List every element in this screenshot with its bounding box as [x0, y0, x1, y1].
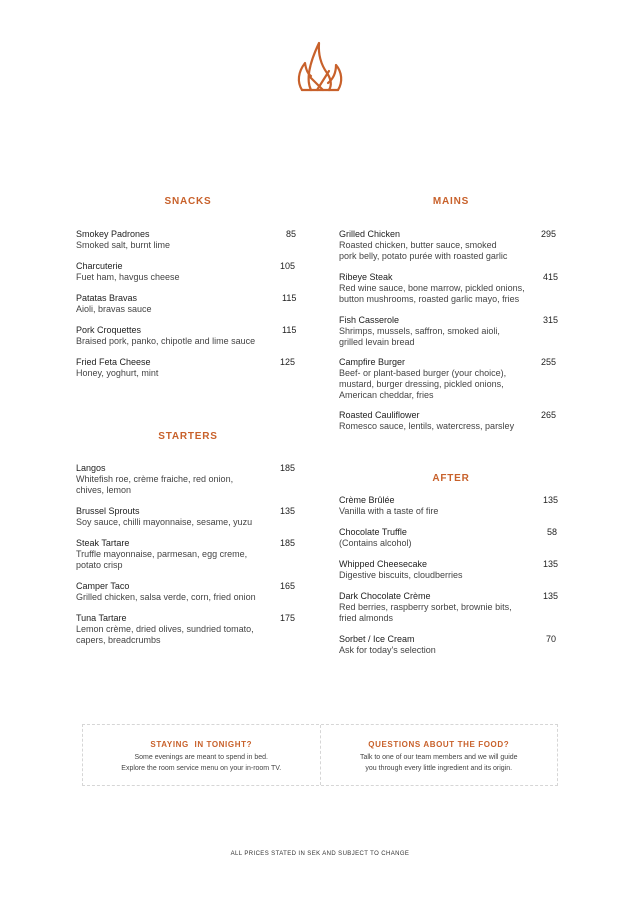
item-name: Whipped Cheesecake: [339, 559, 428, 569]
item-description: Red wine sauce, bone marrow, pickled onions,: [339, 283, 525, 293]
item-price: 295: [541, 229, 557, 239]
item-price: 265: [541, 410, 557, 420]
menu-item: [339, 591, 557, 634]
item-price: 135: [543, 559, 559, 569]
item-price: 165: [280, 581, 296, 591]
item-price: 185: [280, 463, 296, 473]
item-price: 315: [543, 315, 559, 325]
item-name: Charcuterie: [76, 261, 123, 271]
item-name: Roasted Cauliflower: [339, 410, 420, 420]
staying-in-text: Explore the room service menu on your in-room TV.: [121, 765, 282, 772]
menu-item: [339, 229, 557, 272]
menu-item: [76, 506, 296, 538]
staying-in-panel: [83, 725, 320, 785]
menu-item: [339, 527, 557, 559]
item-description: potato crisp: [76, 560, 123, 570]
item-description: Roasted chicken, butter sauce, smoked: [339, 240, 497, 250]
item-name: Smokey Padrones: [76, 229, 150, 239]
item-name: Crème Brûlée: [339, 495, 395, 505]
staying-in-title: STAYING IN TONIGHT?: [150, 740, 253, 749]
menu-item: [76, 325, 296, 357]
menu-item: [339, 315, 557, 357]
item-price: 135: [543, 495, 559, 505]
price-disclaimer: ALL PRICES STATED IN SEK AND SUBJECT TO CHANGE: [230, 851, 410, 857]
item-description: Beef- or plant-based burger (your choice),: [339, 368, 507, 378]
menu-item: [76, 463, 296, 506]
menu-item: [76, 613, 296, 656]
questions-text: Talk to one of our team members and we will guide: [359, 754, 518, 761]
item-description: Lemon crème, dried olives, sundried tomato,: [76, 624, 254, 634]
menu-item: [339, 357, 557, 410]
item-price: 85: [286, 229, 297, 239]
item-description: Honey, yoghurt, mint: [76, 368, 159, 378]
item-name: Fish Casserole: [339, 315, 400, 325]
after-heading: AFTER: [432, 473, 470, 484]
menu-item: [76, 293, 296, 325]
item-description: Braised pork, panko, chipotle and lime sauce: [76, 336, 256, 346]
item-name: Campfire Burger: [339, 357, 406, 367]
item-description: capers, breadcrumbs: [76, 635, 161, 645]
item-name: Steak Tartare: [76, 538, 130, 548]
item-description: chives, lemon: [76, 485, 132, 495]
item-name: Patatas Bravas: [76, 293, 138, 303]
item-description: Vanilla with a taste of fire: [339, 506, 439, 516]
item-name: Brussel Sprouts: [76, 506, 140, 516]
questions-title: QUESTIONS ABOUT THE FOOD?: [368, 740, 510, 749]
menu-item: [76, 581, 296, 613]
menu-item: [339, 495, 557, 527]
item-price: 58: [547, 527, 558, 537]
item-description: pork belly, potato purée with roasted garlic: [339, 251, 508, 261]
menu-item: [339, 410, 557, 442]
item-description: Soy sauce, chilli mayonnaise, sesame, yuzu: [76, 517, 253, 527]
item-name: Chocolate Truffle: [339, 527, 407, 537]
item-description: fried almonds: [339, 613, 394, 623]
item-price: 255: [541, 357, 557, 367]
item-description: Whitefish roe, crème fraiche, red onion,: [76, 474, 234, 484]
menu-item: [339, 272, 557, 315]
mains-list: [339, 229, 557, 442]
item-name: Langos: [76, 463, 106, 473]
item-description: Aioli, bravas sauce: [76, 304, 152, 314]
item-description: Digestive biscuits, cloudberries: [339, 570, 463, 580]
item-price: 415: [543, 272, 559, 282]
item-description: Truffle mayonnaise, parmesan, egg creme,: [76, 549, 248, 559]
item-price: 185: [280, 538, 296, 548]
item-description: Grilled chicken, salsa verde, corn, fried onion: [76, 592, 256, 602]
questions-panel: [320, 725, 558, 785]
item-price: 135: [543, 591, 559, 601]
item-description: Romesco sauce, lentils, watercress, parsley: [339, 421, 515, 431]
item-name: Sorbet / Ice Cream: [339, 634, 415, 644]
item-price: 115: [282, 293, 297, 303]
item-price: 135: [280, 506, 296, 516]
menu-item: [76, 261, 296, 293]
item-name: Camper Taco: [76, 581, 130, 591]
item-description: (Contains alcohol): [339, 538, 412, 548]
info-box: [82, 724, 558, 786]
item-name: Pork Croquettes: [76, 325, 142, 335]
menu-item: [76, 357, 296, 389]
item-description: American cheddar, fries: [339, 390, 434, 400]
item-price: 125: [280, 357, 296, 367]
item-price: 105: [280, 261, 296, 271]
item-description: Red berries, raspberry sorbet, brownie bits,: [339, 602, 512, 612]
starters-heading: STARTERS: [158, 431, 218, 442]
item-description: Smoked salt, burnt lime: [76, 240, 171, 250]
item-description: Fuet ham, havgus cheese: [76, 272, 180, 282]
item-name: Dark Chocolate Crème: [339, 591, 431, 601]
snacks-heading: SNACKS: [164, 196, 212, 207]
item-name: Ribeye Steak: [339, 272, 393, 282]
menu-item: [339, 634, 557, 666]
item-name: Tuna Tartare: [76, 613, 127, 623]
menu-item: [76, 538, 296, 581]
flame-logo-icon: [296, 38, 344, 94]
item-price: 115: [282, 325, 297, 335]
menu-item: [339, 559, 557, 591]
staying-in-text: Some evenings are meant to spend in bed.: [134, 754, 268, 761]
item-description: button mushrooms, roasted garlic mayo, fries: [339, 294, 520, 304]
item-name: Grilled Chicken: [339, 229, 401, 239]
menu-item: [76, 229, 296, 261]
item-price: 70: [546, 634, 557, 644]
item-description: Ask for today's selection: [339, 645, 436, 655]
after-list: [339, 495, 557, 666]
item-description: grilled levain bread: [339, 337, 415, 347]
item-description: mustard, burger dressing, pickled onions,: [339, 379, 504, 389]
item-description: Shrimps, mussels, saffron, smoked aioli,: [339, 326, 500, 336]
item-price: 175: [280, 613, 296, 623]
mains-heading: MAINS: [432, 196, 470, 207]
item-name: Fried Feta Cheese: [76, 357, 151, 367]
snacks-list: [76, 229, 296, 389]
questions-text: you through every little ingredient and its origin.: [365, 765, 513, 772]
starters-list: [76, 463, 296, 656]
